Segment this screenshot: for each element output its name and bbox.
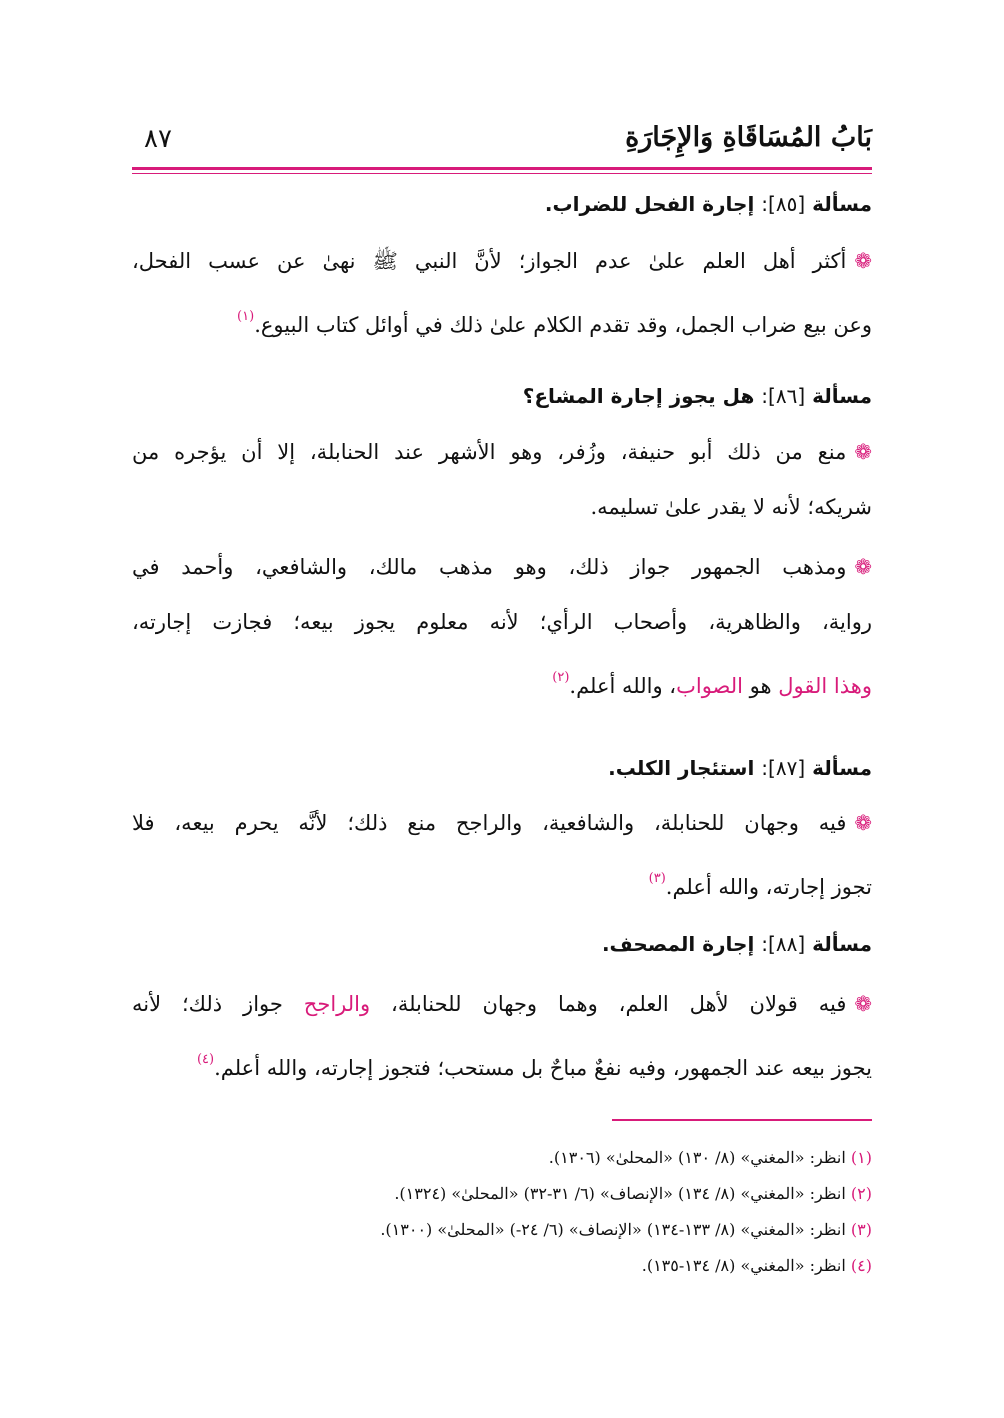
paragraph-line: رواية، والظاهرية، وأصحاب الرأي؛ لأنه معلوم يجوز بيعه؛ فجازت إجارته، [132, 610, 872, 634]
footnote [132, 1184, 872, 1220]
issue-heading-85 [132, 192, 872, 216]
issue-title: استئجار الكلب. [608, 756, 755, 780]
paragraph-line: ❁فيه قولان لأهل العلم، وهما وجهان للحنابلة، والراجح جواز ذلك؛ لأنه [132, 992, 872, 1016]
footnote-number: (٤) [850, 1256, 872, 1275]
footnote-separator [612, 1119, 872, 1121]
flower-icon: ❁ [854, 992, 872, 1016]
issue-label: مسألة [812, 192, 872, 216]
footnote-ref: (٣) [648, 871, 666, 886]
paragraph-line: ❁منع من ذلك أبو حنيفة، وزُفر، وهو الأشهر عند الحنابلة، إلا أن يؤجره من [132, 440, 872, 464]
issue-heading-88 [132, 932, 872, 956]
highlight-text: والراجح [303, 992, 371, 1016]
issue-number: [٨٥]: [761, 192, 806, 216]
footnote [132, 1148, 872, 1184]
footnote-ref: (٤) [196, 1052, 215, 1067]
issue-title: إجارة المصحف. [601, 932, 755, 956]
issue-number: [٨٧]: [761, 756, 806, 780]
paragraph-86a [132, 425, 872, 535]
paragraph-line: شريكه؛ لأنه لا يقدر علىٰ تسليمه. [590, 495, 872, 519]
paragraph-87 [132, 796, 872, 906]
issue-title: إجارة الفحل للضراب. [544, 192, 755, 216]
footnotes [132, 1148, 872, 1292]
paragraph-86b [132, 540, 872, 705]
footnote [132, 1256, 872, 1292]
issue-title: هل يجوز إجارة المشاع؟ [522, 384, 755, 408]
paragraph-line: وهذا القول هو الصواب، والله أعلم.$^{(٢)}$ [552, 670, 872, 698]
footnote-ref: (١) [237, 309, 255, 324]
highlight-text: الصواب [676, 674, 743, 698]
flower-icon: ❁ [854, 555, 872, 579]
footnote [132, 1220, 872, 1256]
issue-heading-87 [132, 756, 872, 780]
footnote-text: انظر: «المغني» (٨/ ١٣٠) «المحلىٰ» (١٣٠٦). [548, 1148, 846, 1167]
footnote-text: انظر: «المغني» (٨/ ١٣٣-١٣٤) «الإنصاف» (٦/ ٢٤-) «المحلىٰ» (١٣٠٠). [380, 1220, 846, 1239]
paragraph-85 [132, 234, 872, 344]
chapter-title: بَابُ المُسَاقَاةِ وَالإِجَارَةِ [625, 122, 872, 153]
paragraph-88 [132, 977, 872, 1087]
highlight-text: وهذا القول [778, 674, 872, 698]
paragraph-line: ❁أكثر أهل العلم علىٰ عدم الجواز؛ لأنَّ النبي ﷺ نهىٰ عن عسب الفحل، [132, 249, 872, 273]
paragraph-line: يجوز بيعه عند الجمهور، وفيه نفعٌ مباحٌ بل مستحب؛ فتجوز إجارته، والله أعلم.$^{(٤)}$ [196, 1052, 872, 1080]
flower-icon: ❁ [854, 440, 872, 464]
footnote-number: (٣) [850, 1220, 872, 1239]
issue-heading-86 [132, 384, 872, 408]
header-rule-thin [132, 173, 872, 174]
footnote-text: انظر: «المغني» (٨/ ١٣٤-١٣٥). [641, 1256, 846, 1275]
paragraph-line: ❁ومذهب الجمهور جواز ذلك، وهو مذهب مالك، والشافعي، وأحمد في [132, 555, 872, 579]
flower-icon: ❁ [854, 249, 872, 273]
paragraph-line: ❁فيه وجهان للحنابلة، والشافعية، والراجح منع ذلك؛ لأنَّه يحرم بيعه، فلا [132, 811, 872, 835]
issue-number: [٨٦]: [761, 384, 806, 408]
issue-label: مسألة [812, 932, 872, 956]
footnote-ref: (٢) [552, 670, 570, 685]
flower-icon: ❁ [854, 811, 872, 835]
page-number: ٨٧ [144, 124, 172, 154]
paragraph-line: وعن بيع ضراب الجمل، وقد تقدم الكلام علىٰ ذلك في أوائل كتاب البيوع.$^{(١)}$ [237, 309, 872, 337]
issue-label: مسألة [812, 756, 872, 780]
footnote-number: (١) [850, 1148, 872, 1167]
footnote-text: انظر: «المغني» (٨/ ١٣٤) «الإنصاف» (٦/ ٣١-٣٢) «المحلىٰ» (١٣٢٤). [394, 1184, 846, 1203]
page-header [132, 118, 872, 168]
issue-label: مسألة [812, 384, 872, 408]
header-rule-thick [132, 167, 872, 170]
issue-number: [٨٨]: [761, 932, 806, 956]
paragraph-line: تجوز إجارته، والله أعلم.$^{(٣)}$ [648, 871, 872, 899]
footnote-number: (٢) [850, 1184, 872, 1203]
